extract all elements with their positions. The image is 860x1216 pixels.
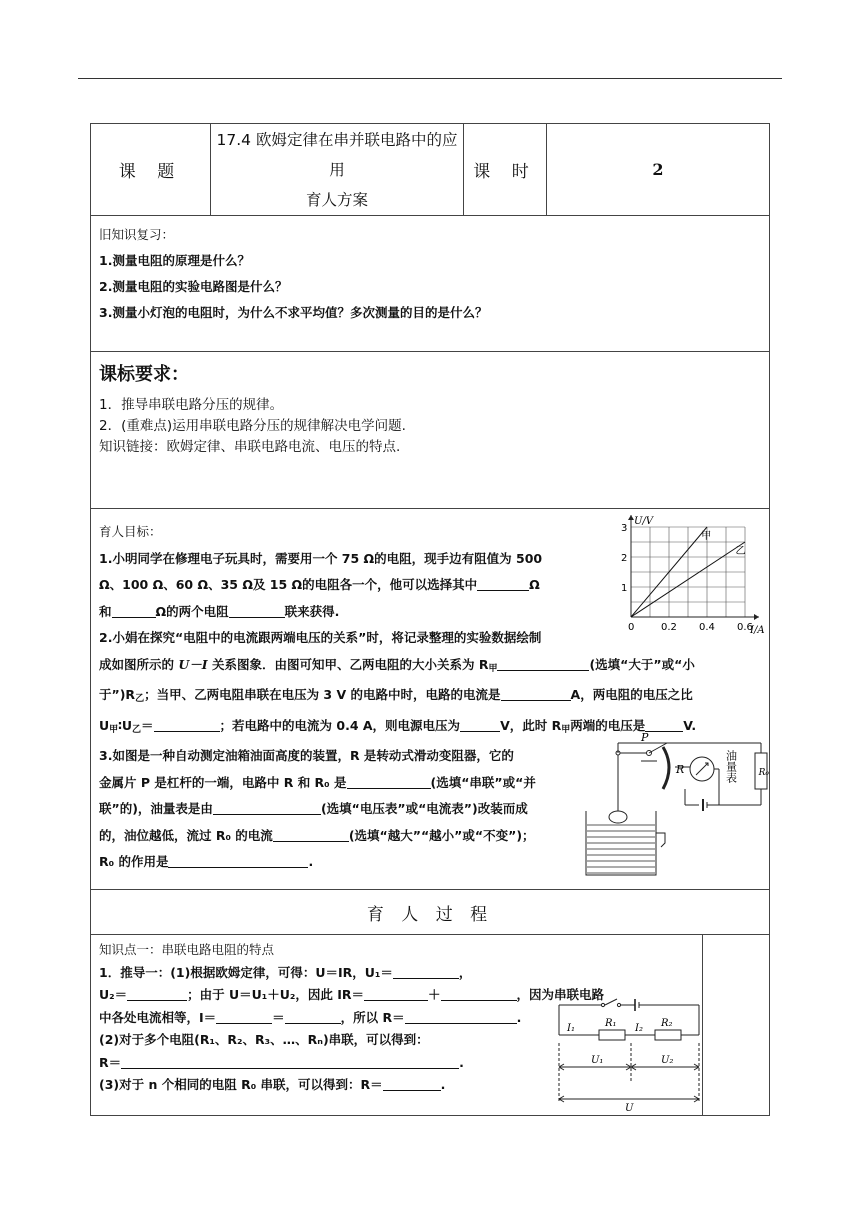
- derive-line6: (3)对于 n 个相同的电阻 R₀ 串联，可以得到：R＝ .: [99, 1077, 446, 1092]
- oil-surface: [587, 825, 655, 873]
- lesson-title: [211, 124, 464, 215]
- x-tick-label: 0.6: [737, 622, 753, 633]
- standards-item1: 1．推导串联电路分压的规律。: [99, 397, 284, 413]
- label-u2: U₂: [661, 1055, 674, 1066]
- x-tick-label: 0.4: [699, 622, 715, 633]
- goal3-line4: 的，油位越低，流过 R₀ 的电流 (选填“越大”“越小”或“不变”)；: [99, 827, 535, 843]
- goal1-line2: Ω、100 Ω、60 Ω、35 Ω及 15 Ω的电阻各一个，他可以选择其中 Ω: [99, 577, 540, 592]
- standards-section: [91, 352, 769, 509]
- goal2-line3: 于$”)R_乙$；当甲、乙两电阻串联在电压为 3 V 的电路中时，电路的电流是 A，两电阻的电压之比: [99, 687, 693, 704]
- float: [609, 811, 627, 823]
- graph-axes: [621, 515, 759, 633]
- review-heading: 旧知识复习：: [99, 227, 175, 242]
- goal1-blank2[interactable]: [112, 603, 156, 618]
- goal2-blank2[interactable]: [501, 686, 571, 701]
- lesson-title-line1: 17.4 欧姆定律在串并联电路中的应用: [216, 130, 458, 179]
- goal2-blank1[interactable]: [497, 656, 589, 671]
- label-u: U: [625, 1103, 634, 1113]
- y-tick-label: 3: [621, 523, 628, 534]
- derive-line5: R＝ .: [99, 1054, 464, 1070]
- lesson-plan-table: [90, 123, 770, 1116]
- label-p: P: [641, 733, 649, 744]
- review-section: [91, 216, 769, 352]
- derive-blank-rn[interactable]: [121, 1054, 459, 1069]
- graph-series-label-yi: 乙: [735, 546, 746, 557]
- goals-section: [91, 509, 769, 890]
- graph-series-label-jia: 甲: [701, 531, 712, 542]
- hours-value: 2: [652, 160, 664, 179]
- goal1-blank3[interactable]: [229, 603, 285, 618]
- goal1-line1: 1.小明同学在修理电子玩具时，需要用一个 75 Ω的电阻，现手边有阻值为 500: [99, 550, 543, 566]
- goal1-line3: 和 Ω的两个电阻 联来获得.: [99, 603, 340, 619]
- label-r1: R₁: [605, 1018, 617, 1029]
- goal3-blank2[interactable]: [213, 800, 321, 815]
- goal3-line5: R₀ 的作用是 .: [99, 854, 314, 869]
- x-tick-label: 0: [628, 622, 635, 633]
- review-q1: 1.测量电阻的原理是什么？: [99, 253, 250, 268]
- derive-line1: 1．推导一：(1)根据欧姆定律，可得：U＝IR，U₁＝ ，: [99, 964, 472, 980]
- topic-label: 课 题: [91, 124, 211, 215]
- y-tick-label: 1: [621, 583, 628, 594]
- process-section: [91, 935, 769, 1115]
- label-r2: R₂: [661, 1018, 673, 1029]
- lesson-title-line2: 育人方案: [305, 190, 368, 209]
- derive-blank-r[interactable]: [405, 1009, 517, 1024]
- derive-line2: U₂＝ ；由于 U＝U₁＋U₂，因此 IR＝ ＋ ，因为串联电路: [99, 987, 605, 1002]
- goal2-blank5[interactable]: [645, 717, 683, 732]
- graph-grid: [631, 527, 745, 617]
- label-i2: I₂: [635, 1023, 643, 1034]
- label-u1: U₁: [591, 1055, 604, 1066]
- label-i1: I₁: [567, 1023, 575, 1034]
- knowledge-point-1: 知识点一：串联电路电阻的特点: [99, 942, 275, 957]
- derive-blank-u2[interactable]: [127, 986, 187, 1001]
- resistor-r1: [599, 1030, 625, 1040]
- standards-item3: 知识链接：欧姆定律、串联电路电流、电压的特点.: [99, 439, 401, 455]
- graph-ylabel: U/V: [634, 516, 654, 527]
- derive-blank-i1[interactable]: [216, 1009, 272, 1024]
- standards-item2: 2．(重难点)运用串联电路分压的规律解决电学问题.: [99, 418, 406, 434]
- hours-label: 课 时: [464, 124, 547, 215]
- goal2-line2: 成如图所示的 U－I 关系图象．由图可知甲、乙两电阻的大小关系为 $R_甲$ (选填“大于”或“小: [99, 656, 695, 674]
- review-q2: 2.测量电阻的实验电路图是什么？: [99, 279, 288, 294]
- goal2-blank3[interactable]: [154, 717, 220, 732]
- derive-line4: (2)对于多个电阻(R₁、R₂、R₃、…、Rₙ)串联，可以得到：: [99, 1032, 429, 1047]
- switch: [605, 999, 617, 1005]
- notes-column: [702, 935, 769, 1115]
- goal2-line4: $U_甲∶U_乙=$ ；若电路中的电流为 0.4 A，则电源电压为 V，此时 $R_甲$两端的电压是 V.: [99, 717, 697, 735]
- variable-resistor: [663, 747, 669, 789]
- goal3-blank4[interactable]: [168, 853, 308, 868]
- derive-blank-ir1[interactable]: [364, 986, 428, 1001]
- derive-blank-nr0[interactable]: [383, 1076, 441, 1091]
- process-heading: 育 人 过 程: [91, 890, 769, 935]
- goal3-line3: 联”的)，油量表是由 (选填“电压表”或“电流表”)改装而成: [99, 801, 528, 816]
- meter-label: 油量表: [724, 750, 738, 783]
- graph-xlabel: I/A: [750, 625, 765, 636]
- top-rule: [78, 78, 782, 79]
- header-row: [91, 124, 769, 216]
- series-circuit-diagram: [551, 991, 707, 1113]
- derive-blank-u1[interactable]: [393, 964, 459, 979]
- derive-blank-i2[interactable]: [285, 1009, 341, 1024]
- label-r: R: [676, 763, 685, 776]
- u-i-graph: [603, 513, 769, 639]
- y-tick-label: 2: [621, 553, 628, 564]
- x-axis-arrow: [754, 614, 759, 620]
- goal3-line1: 3.如图是一种自动测定油箱油面高度的装置，R 是转动式滑动变阻器，它的: [99, 748, 514, 763]
- goal1-blank1[interactable]: [477, 576, 529, 591]
- goal2-blank4[interactable]: [460, 717, 500, 732]
- resistor-r2: [655, 1030, 681, 1040]
- goal3-line2: 金属片 P 是杠杆的一端，电路中 R 和 R₀ 是 (选填“串联”或“并: [99, 774, 536, 790]
- derive-blank-ir2[interactable]: [441, 986, 517, 1001]
- x-tick-label: 0.2: [661, 622, 677, 633]
- label-r0: R₀: [758, 768, 769, 778]
- goal3-blank3[interactable]: [273, 827, 349, 842]
- standards-heading: 课标要求：: [99, 364, 189, 385]
- goal3-blank1[interactable]: [347, 774, 431, 789]
- review-q3: 3.测量小灯泡的电阻时，为什么不求平均值？多次测量的目的是什么？: [99, 305, 488, 320]
- derive-line3: 中各处电流相等，I＝ ＝ ，所以 R＝ .: [99, 1009, 522, 1025]
- oil-gauge-diagram: [581, 733, 771, 883]
- goal2-line1: 2.小娟在探究“电阻中的电流跟两端电压的关系”时，将记录整理的实验数据绘制: [99, 630, 542, 645]
- goals-heading: 育人目标：: [99, 524, 162, 539]
